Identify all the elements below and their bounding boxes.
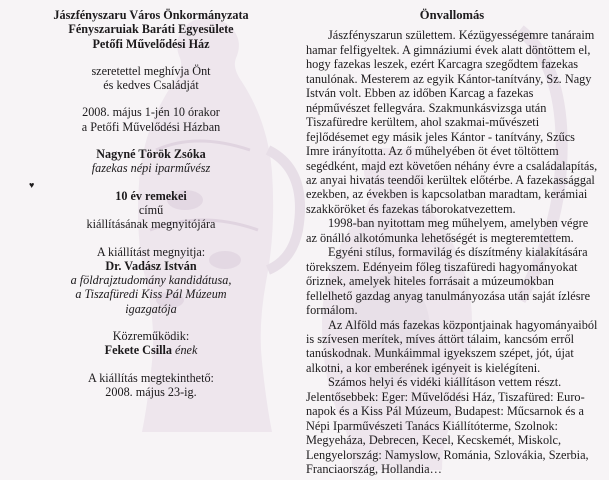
contributor-name: Fekete Csilla — [104, 343, 172, 358]
contributor-line — [6, 343, 296, 357]
paragraph-1: Jászfényszarun születtem. Kézügyességemre tanáraim hamar felfigyeltek. A gimnáziumi évek alatt döntöttem el, hogy fazekas leszek, ezért Karcagra szegődtem fazekas tanulónak. Mesterem az egyik Kántor-tanítvány, Sz. Nagy István volt. Ebben az időben Karcag a fazekas népművészet fellegvára. Szakmunkásvizsga után Tiszafüredre kerültem, ahol szakmai-művészeti fejlődésemet egy másik jeles Kántor - tanítvány, Szűcs Imre irányította. Az ő műhelyében öt évet töltöttem segédként, majd ezt követően néhány évre a családalapítás, az anyai hivatás teendői kerültek előtérbe. A fazekassággal ezekben, az években is kapcsolatban maradtam, kerámiai szakköröket és fazekas táborokatvezettem. — [306, 28, 598, 216]
date-line-2: a Petőfi Művelődési Házban — [81, 119, 221, 134]
paragraph-5: Számos helyi és vidéki kiállításon vettem részt. Jelentősebbek: Eger: Művelődési Ház, Tiszafüred: Euro-napok és a Kiss Pál Múzeum, Budapest: Műcsarnok és a Népi Iparművészeti Tanács Kiállítóterme, Szolnok: Megyeháza, Debrecen, Kecel, Kecskemét, Miskolc, Lengyelország: Namyslow, Románia, Szlovákia, Szerbia, Franciaország, Hollandia… — [306, 375, 589, 477]
exhibit-title: 10 év remekei — [115, 188, 187, 203]
artist-title: fazekas népi iparművész — [91, 161, 211, 176]
invitation-column — [6, 8, 296, 399]
paragraph-3: Egyéni stílus, formavilág és díszítmény kialakítására törekszem. Edényeim főleg tiszafüredi hagyományokat őriznek, amelyek hiteles forrásait a múzeumokban fellelhető gazdag anyag tanulmányozása után saját ízlésre formálom. — [306, 245, 591, 318]
heart-ornament-icon: ♥ — [29, 179, 35, 190]
opener-role-2: a Tiszafüredi Kiss Pál Múzeum — [75, 287, 227, 302]
viewable-label: A kiállítás megtekinthető: — [88, 370, 214, 385]
paragraph-4: Az Alföld más fazekas központjainak hagyományaiból is szívesen merítek, míves áttört tálaim, kancsóm erről tanúskodnak. Munkáimmal igyekszem szépet, jót, újat alkotni, a kor emberének igényeit is kielégíteni. — [306, 317, 598, 375]
organizer-line-3: Petőfi Művelődési Ház — [92, 36, 210, 51]
invite-line-2: és kedves Családját — [103, 78, 199, 93]
confession-title: Önvallomás — [419, 8, 485, 22]
opener-label: A kiállítást megnyitja: — [96, 244, 206, 259]
contributor-role: ének — [175, 343, 198, 358]
invite-line-1: szeretettel meghívja Önt — [91, 63, 211, 78]
exhibit-suffix: című — [138, 202, 164, 217]
date-line-1: 2008. május 1-jén 10 órakor — [82, 105, 220, 120]
artist-name: Nagyné Török Zsóka — [96, 147, 206, 162]
opener-role-1: a földrajztudomány kandidátusa, — [70, 273, 232, 288]
confession-column — [306, 8, 598, 477]
viewable-date: 2008. május 23-ig. — [105, 384, 197, 399]
opener-name: Dr. Vadász István — [105, 258, 197, 273]
paragraph-2: 1998-ban nyitottam meg műhelyem, amelyben végre az önálló alkotómunka lehetőségét is megteremtettem. — [306, 216, 589, 245]
organizer-line-2: Fényszaruiak Baráti Egyesülete — [68, 22, 234, 37]
organizer-line-1: Jászfényszaru Város Önkormányzata — [53, 8, 249, 22]
contributor-label: Közreműködik: — [112, 329, 190, 344]
opener-role-3: igazgatója — [125, 301, 177, 316]
exhibit-opening: kiállításának megnyitójára — [86, 217, 216, 232]
